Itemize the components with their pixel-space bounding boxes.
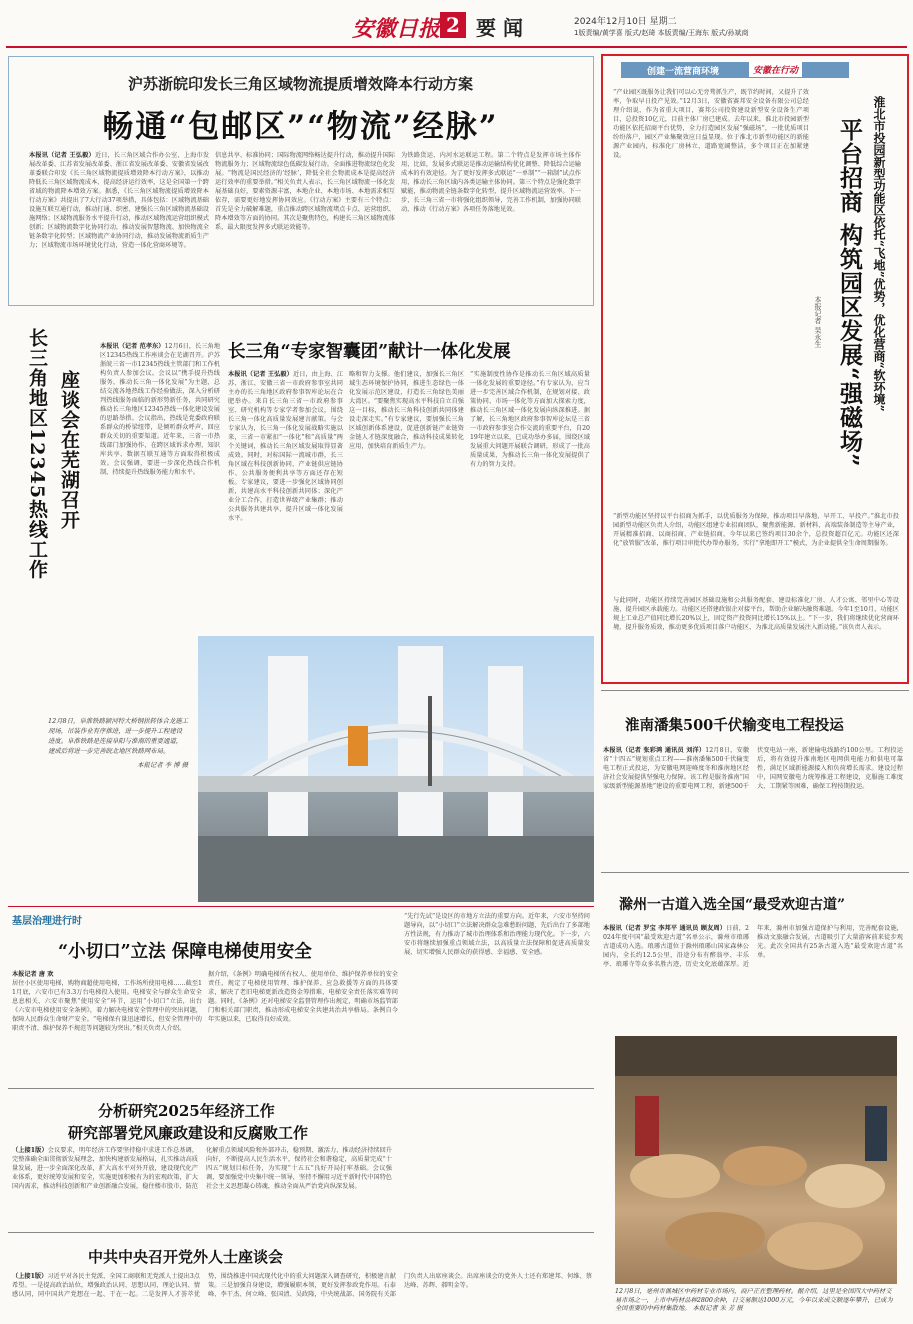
section-rule <box>601 872 909 873</box>
hotline-article <box>8 312 223 627</box>
ancient-trail-article <box>601 872 909 1032</box>
article-body-col2: 信息共享、标准协同；国际物流网络畅达提升行动，推动提升国际物流服务力；区域物流绿色低碳发展行动。全面推进物流绿色化发展。“物流是国民经济的‘经脉’，降低全社会物流成本是提高经济运行效率的重要举措。”相关负责人表示，长三角区域物流一体化发展基础良好，要素资源丰富，本地企业、本地市场、本地需求相互依存，需要更好地发挥协同效应。《行动方案》主要有三个特点：首先是全力破解难题，重点推动跨区域物流堵点卡点、运营组织、降本增效等方面的协同。其次是聚焦特色，构建长三角区域物流体系，最大限度发挥多式联运效能等。 <box>215 152 395 231</box>
article-headline: 座谈会在芜湖召开 <box>58 370 80 530</box>
market-photo-block <box>601 1034 909 1320</box>
elevator-article <box>8 906 594 1084</box>
article-body-col1 <box>29 151 209 301</box>
market-photo <box>615 1036 897 1284</box>
caption-text: 12月8日，亳州市谯城区中药材专业市场内，商户正在整理药材。据介绍，这里是全国四大中药材交易市场之一，上市中药材品种2800余种，日交易额达1000万元，今年以来成交额逐年攀升，已成为全国重要的中药材集散地。 <box>615 1288 893 1312</box>
article-body-col1 <box>12 1146 392 1224</box>
byline: 本报记者 吴永生 <box>814 296 822 348</box>
issue-date: 2024年12月10日 星期二 <box>574 17 677 27</box>
byline: （上接1版） <box>12 1273 48 1280</box>
article-body-upper: “产业园区既服务让我们可以心无旁骛抓生产，既节约时间，又提升了效率，争取早日投产见效。”12月3日，安徽省赛邦安全设备有限公司总经理介绍说，作为省重大项目，赛邦公司投资建设新型安全设备生产项目，总投资10亿元，目前主体厂房已建成。去年以来，淮北市投园新型功能区依托招商平台优势，全力打造园区发展“强磁场”，一批优质项目纷纷落户，园区产业集聚效应日益显现。位于淮北市新型功能区的新能源产业园内，标准化厂房林立，道路宽阔整洁，多个项目正在加紧建设。 <box>613 89 809 159</box>
body-text: 会议要求，明年经济工作要坚持稳中求进工作总基调，完整准确全面贯彻新发展理念，加快构建新发展格局，扎实推动高质量发展，进一步全面深化改革，扩大高水平对外开放，建设现代化产业体系，更好统筹发展和安全，实施更加积极有为的宏观政策，扩大国内需求，推动科技创新和产业创新融合发展，稳住楼市股市，防范化解重点领域风险和外部冲击，稳预期、激活力，推动经济持续回升向好，不断提高人民生活水平，保持社会和谐稳定，高质量完成“十四五”规划目标任务，为实现“十五五”良好开局打牢基础。会议强调，要加强党中央集中统一领导，坚持不懈用习近平新时代中国特色社会主义思想凝心铸魂，推动全面从严治党向纵深发展。 <box>12 1147 392 1190</box>
masthead-rule <box>6 46 907 48</box>
byline: 本报讯（记者 王弘毅） <box>29 152 95 159</box>
logistics-article <box>8 56 594 306</box>
article-headline: 平台招商 构筑园区发展“强磁场” <box>836 118 863 468</box>
body-text: 日前，2024年度中国“最受欢迎古道”名单公示，滁州市琅琊古道成功入选。琅琊古道位于滁州琅琊山国家森林公园内，全长约12.5公里，沿途分布有醉翁亭、丰乐亭、琅琊寺等众多名胜古迹，历史文化底蕴深厚。近年来，滁州市加强古道保护与利用，完善配套设施，推动文旅融合发展，古道吸引了大量游客前来徒步观光。此次全国共有25条古道入选“最受欢迎古道”名单。 <box>603 925 903 968</box>
page-credits: 1版责编/黄学喜 版式/赵琦 本版责编/王海东 版式/孙斌商 <box>574 29 749 37</box>
investment-article <box>601 54 909 684</box>
think-tank-article <box>228 312 594 627</box>
power-project-article <box>601 690 909 870</box>
article-body-lower: 与此同时，功能区持续完善园区基础设施和公共服务配套，建设标准化厂房、人才公寓、邻里中心等设施，提升园区承载能力。功能区还搭建政银企对接平台，帮助企业解决融资难题。今年1至10月，功能区规上工业总产值同比增长20%以上，固定资产投资同比增长15%以上。“下一步，我们将继续优化营商环境，提升服务质效，推动更多优质项目落户功能区，为淮北高质量发展注入新动能。”该负责人表示。 <box>613 597 899 631</box>
photo-credit: 本报记者 李 博 摄 <box>137 761 188 769</box>
article-body-col2: 略和智力支撑。他们建议，加强长三角区域生态环境保护协同，推进生态绿色一体化发展示范区建设，打造长三角绿色美丽大湾区。“要聚焦实现高水平科技自立自强这一目标，推动长三角科技创新共同体建设走深走实。”有专家建议，要加强长三角区域创新体系建设，促进创新链产业链资金链人才链深度融合，推动科技成果转化应用，加快培育新质生产力。 <box>349 371 464 450</box>
section-tag <box>621 62 849 78</box>
bridge-photo <box>198 636 594 902</box>
article-body <box>603 924 903 1030</box>
body-text: 12月8日，安徽省“十四五”规划重点工程——淮南潘集500千伏输变电工程正式投运，为安徽电网迎峰度冬和淮南地区经济社会发展提供坚强电力保障。该工程是服务淮南“国家级新型能源基地”建设的重要电网工程，新建500千伏变电站一座，新建输电线路约100公里。工程投运后，将有效提升淮南地区电网供电能力和供电可靠性，满足区域新能源接入和负荷增长需求。建设过程中，国网安徽电力统筹推进工程建设，克服施工难度大、工期紧等困难，确保工程按期投运。 <box>603 747 903 790</box>
article-headline: 中共中央召开党外人士座谈会 <box>88 1248 284 1266</box>
economic-work-article <box>8 1088 594 1228</box>
article-body <box>100 342 220 622</box>
body-text: 12月6日，长三角地区12345热线工作座谈会在芜湖召开。沪苏浙皖三省一市12345热线主管部门和工作机构负责人参加会议。会议以“携手提升热线服务，推动长三角一体化发展”为主题，总结交流各地热线工作经验做法，深入分析研判热线服务面临的新形势新任务，共同研究推动长三角地区12345热线一体化建设发展的思路举措。会议指出，热线是党委政府联系群众的桥梁纽带，是倾听群众呼声、回应群众关切的重要渠道。近年来，三省一市热线部门加强协作，在跨区域诉求办理、知识库共享、数据互联互通等方面取得积极成效。会议强调，要进一步深化热线合作机制，持续提升热线服务能力和水平。 <box>100 343 220 476</box>
article-body <box>603 746 903 862</box>
article-kicker: 长三角地区12345热线工作 <box>26 328 48 580</box>
bridge-photo-block <box>8 636 594 902</box>
byline: （上接1版） <box>12 1147 48 1154</box>
section-name: 要 闻 <box>476 16 523 40</box>
caption-text: 12月8日，阜淮铁路颍河特大桥钢拱转体合龙施工现场，吊装作业有序推进，进一步提升工程建设进度。阜淮铁路是连接阜阳与淮南的重要通道，建成后将进一步完善皖北地区铁路网布局。 <box>48 717 189 755</box>
market-illustration <box>615 1036 897 1284</box>
article-headline: “小切口”立法 保障电梯使用安全 <box>58 942 312 962</box>
tag-label: 安徽在行动 <box>749 62 802 77</box>
byline: 本报讯（记者 范孝东） <box>100 343 165 350</box>
article-headline: 淮南潘集500千伏输变电工程投运 <box>625 717 844 734</box>
body-text: 习近平对各民主党派、全国工商联和无党派人士提出3点希望。一是提高政治站位，增强政治认同、思想认同、理论认同、情感认同，同中国共产党想在一起、干在一起。二是发挥人才荟萃优势，围绕推进中国式现代化中的重大问题深入调查研究，积极建言献策。三是加强自身建设，增强履职本领，更好发挥参政党作用。石泰峰、李干杰、何立峰、张国清、吴政隆，中央统战部、国务院有关部门负责人出席座谈会。出席座谈会的党外人士还有郑建邦、何维、蔡达峰、苏辉、郝明金等。 <box>12 1273 592 1298</box>
article-body-col1 <box>228 370 343 622</box>
article-body-col3: “先行先试”是设区的市地方立法的重要方向。近年来，六安市坚持问题导向，以“小切口”立法解决群众急难愁盼问题，先后出台了多部地方性法规，有力推动了城市治理体系和治理能力现代化。下一步，六安市将继续加强重点领域立法，以高质量立法保障和促进高质量发展，切实增强人民群众的获得感、幸福感、安全感。 <box>404 913 590 956</box>
article-headline: 滁州一古道入选全国“最受欢迎古道” <box>619 897 846 913</box>
article-body-mid: “新型功能区坚持以平台招商为抓手，以优质服务为保障，推动项目早落地、早开工、早投产。”淮北市投园新型功能区负责人介绍，功能区组建专业招商团队，聚焦新能源、新材料、高端装备制造等主导产业，开展精准招商、以商招商、产业链招商，今年以来已签约项目30余个，总投资超百亿元。功能区还深化“放管服”改革，推行项目审批代办帮办服务，实行“拿地即开工”模式，为企业提供全生命周期服务。 <box>613 513 899 547</box>
article-headline: 长三角“专家智囊团”献计一体化发展 <box>228 342 511 362</box>
section-rule <box>8 1088 594 1089</box>
article-headline: 畅通“包邮区”“物流”经脉” <box>102 109 499 145</box>
article-body-col2: 据介绍，《条例》明确电梯所有权人、使用单位、维护保养单位的安全责任，规定了电梯使用管理、维护保养、应急救援等方面的具体要求，解决了老旧电梯更新改造资金筹措难、电梯安全责任落实难等问题。同时，《条例》还对电梯安全监督管理作出规定，明确市场监管部门和相关部门职责，推动形成电梯安全共建共治共享格局。条例自今年实施以来，已取得良好成效。 <box>208 971 398 1023</box>
section-rule <box>601 690 909 691</box>
paper-name: 安徽日报 <box>352 16 441 42</box>
section-tag: 基层治理进行时 <box>12 916 82 927</box>
article-kicker: 沪苏浙皖印发长三角区域物流提质增效降本行动方案 <box>127 75 473 93</box>
masthead <box>0 0 913 52</box>
section-rule <box>8 906 594 907</box>
article-body-col3: “实施制度性协作是推动长三角区域高质量一体化发展的重要途径。”有专家认为，应当进一步完善区域合作机制，在规划对接、政策协同、市场一体化等方面加大探索力度，推动长三角区域一体化发展向纵深推进。据了解，长三角地区政府参事智库论坛是三省一市政府参事室合作交流的重要平台，自2019年建立以来，已成功举办多届，围绕区域发展重大问题开展联合调研，形成了一批高质量成果，为推动长三角一体化发展提供了有力的智力支持。 <box>470 371 590 468</box>
symposium-article <box>8 1232 594 1322</box>
article-headline-line2: 研究部署党风廉政建设和反腐败工作 <box>68 1124 309 1142</box>
body-text: 近日，长三角区域合作办公室、上海市发展改革委、江苏省发展改革委、浙江省发展改革委、安徽省发展改革委联合印发《长三角区域物流提质增效降本行动方案》，以推动降低长三角区域物流成本、提高经济运行效率，这是全国第一个跨省域的物流降本增效方案。据悉，《长三角区域物流提质增效降本行动方案》共提出了7大行动37项举措，具体包括：区域物流基础设施互联互通行动，推动打通、织密、建强长三角区域物流基础设施网络；区域物流服务水平提升行动，推动区域物流运营组织模式创新；区域物流数字化协同行动，推动发展智慧物流、加快物流全链条数字化转型；区域物流产业协同行动，推动发展物流新质生产力；区域物流市场环境优化行动，营造一体化营商环境等。 <box>29 152 209 249</box>
section-rule <box>8 1232 594 1233</box>
photo-credit: 本报记者 朱 芳 摄 <box>692 1305 743 1312</box>
article-headline-line1: 分析研究2025年经济工作 <box>98 1102 275 1120</box>
byline: 本报记者 唐 欢 <box>12 971 54 978</box>
body-text: 近日，由上海、江苏、浙江、安徽三省一市政府参事室共同主办的长三角地区政府参事智库论坛在合肥举办。来自长三角三省一市政府参事室、研究机构等专家学者参加会议，围绕长三角一体化高质量发展建言献策。与会专家认为，长三角一体化发展战略实施以来，三省一市紧扣“一体化”和“高质量”两个关键词，推动长三角区域发展取得显著成效。同时，对标国际一流城市群，长三角区域在科技创新协同、产业链供应链协作、公共服务便利共享等方面还存在短板。专家建议，要进一步强化区域协同创新，共建高水平科技创新共同体；深化产业分工合作，打造世界级产业集群；推动公共服务共建共享，提升区域一体化发展水平。 <box>228 371 343 522</box>
article-subhead: 淮北市投园新型功能区依托“飞地”优势，优化营商“软环境” <box>872 96 886 412</box>
photo-caption <box>48 716 188 896</box>
body-text: 居住小区使用电梯，购物商超使用电梯，工作场所使用电梯……截至11月底，六安市已有3.3万台电梯投入使用。电梯安全与群众生命安全息息相关，六安市聚焦“使用安全”环节，运用“小切口”立法，出台《六安市电梯使用安全条例》，着力解决电梯安全管理中的突出问题，保障人民群众生命财产安全。“电梯保有量迅速增长，但安全管理中的职责不清、维护保养不规范等问题较为突出。”相关负责人介绍。 <box>12 980 202 1032</box>
bridge-illustration <box>198 636 594 902</box>
page-number: 2 <box>440 12 466 38</box>
byline: 本报讯（记者 罗宝 李邦平 通讯员 顾友周） <box>603 925 727 932</box>
article-body-col3: 为铁路货运、内河水运联运工程。第二个特点是发挥市场主体作用，比如，发展多式联运是推动运输结构优化调整、降低综合运输成本的有效途径。为了更好发挥多式联运“一单制”“一箱制”试点作用，推动长三角区域内各类运输主体协同。第三个特点是强化数字赋能，推动物流全链条数字化转型，提升区域物流运营效率。下一步，长三角三省一市将强化组织领导，完善工作机制，加强协同联动，推动《行动方案》各项任务落地见效。 <box>401 152 581 213</box>
article-body-col1 <box>12 970 202 1078</box>
photo-caption <box>615 1288 897 1320</box>
tag-kicker: 创建一流营商环境 <box>647 67 720 77</box>
article-body <box>12 1272 592 1320</box>
byline: 本报讯（记者 王弘毅） <box>228 371 293 378</box>
byline: 本报讯（记者 张彩鸿 通讯员 刘洋） <box>603 747 706 754</box>
